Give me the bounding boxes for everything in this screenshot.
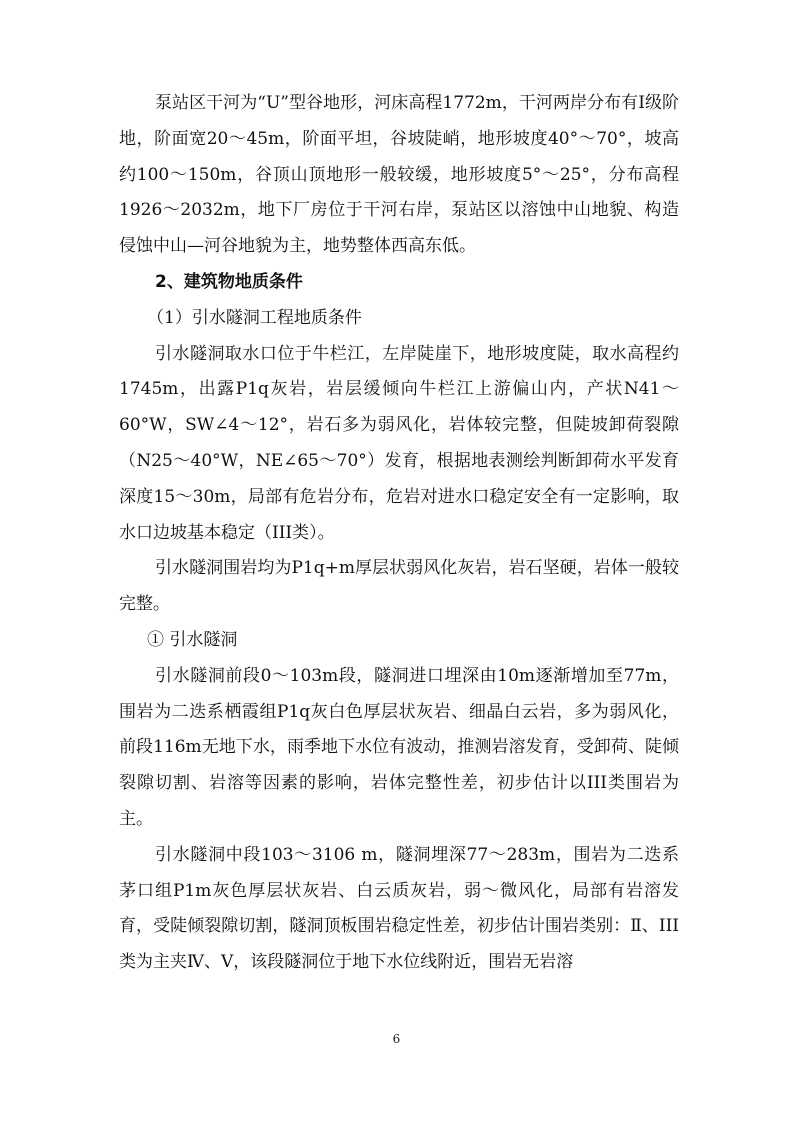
item-heading-tunnel: ① 引水隧洞 [147, 629, 238, 650]
paragraph-surrounding-rock: 引水隧洞围岩均为P1q+m厚层状弱风化灰岩，岩石坚硬，岩体一般较完整。 [119, 558, 679, 615]
section-heading-building-geology: 2、建筑物地质条件 [155, 271, 303, 292]
paragraph-water-intake: 引水隧洞取水口位于牛栏江，左岸陡崖下，地形坡度陡，取水高程约1745m，出露P1q灰岩，岩层缓倾向牛栏江上游偏山内，产状N41～60°W，SW∠4～12°，岩石多为弱风化，岩体较完整，但陡坡卸荷裂隙（N25～40°W，NE∠65～70°）发育，根据地表测绘判断卸荷水平发育深度15～30m，局部有危岩分布，危岩对进水口稳定安全有一定影响，取水口边坡基本稳定（III类）。 [119, 343, 679, 543]
subsection-heading-diversion-tunnel: （1）引水隧洞工程地质条件 [147, 307, 362, 328]
paragraph-middle-section: 引水隧洞中段103～3106 m，隧洞埋深77～283m，围岩为二迭系茅口组P1m灰色厚层状灰岩、白云质灰岩，弱～微风化，局部有岩溶发育，受陡倾裂隙切割，隧洞顶板围岩稳定性差，初步估计围岩类别：Ⅱ、III类为主夹Ⅳ、Ⅴ，该段隧洞位于地下水位线附近，围岩无岩溶 [119, 844, 679, 973]
page-number: 6 [392, 1032, 401, 1046]
paragraph-pump-station-terrain: 泵站区干河为“U”型谷地形，河床高程1772m，干河两岸分布有Ⅰ级阶地，阶面宽20～45m，阶面平坦，谷坡陡峭，地形坡度40°～70°，坡高约100～150m，谷顶山顶地形一般较缓，地形坡度5°～25°，分布高程1926～2032m，地下厂房位于干河右岸，泵站区以溶蚀中山地貌、构造侵蚀中山—河谷地貌为主，地势整体西高东低。 [119, 93, 679, 257]
paragraph-front-section: 引水隧洞前段0～103m段，隧洞进口埋深由10m逐渐增加至77m，围岩为二迭系栖霞组P1q灰白色厚层状灰岩、细晶白云岩，多为弱风化，前段116m无地下水，雨季地下水位有波动，推测岩溶发育，受卸荷、陡倾裂隙切割、岩溶等因素的影响，岩体完整性差，初步估计以III类围岩为主。 [119, 665, 679, 829]
document-body [119, 86, 679, 981]
